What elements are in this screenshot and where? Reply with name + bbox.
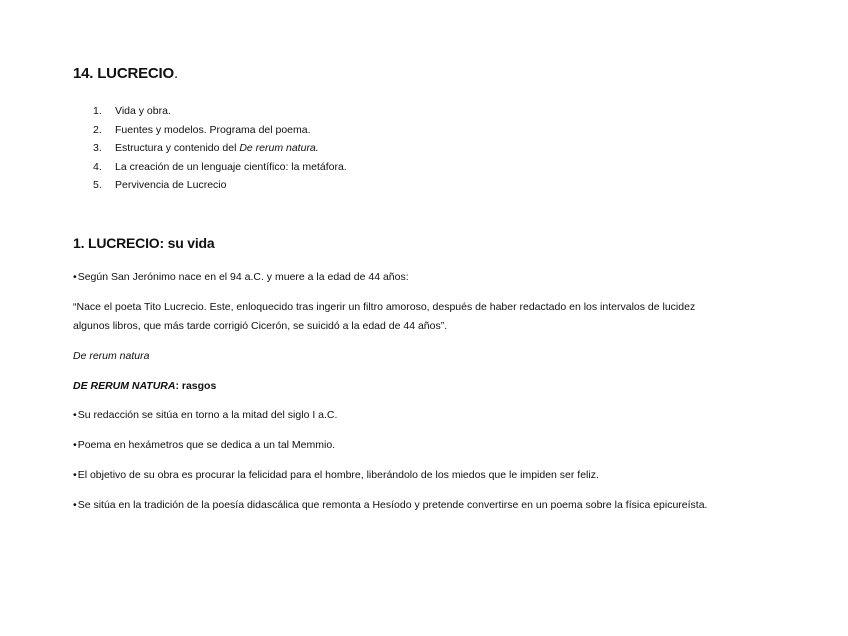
toc-item-number: 5. — [93, 179, 102, 191]
bullet-text: Su redacción se sitúa en torno a la mitad del siglo I a.C. — [77, 409, 338, 421]
bullet-paragraph — [73, 406, 337, 425]
subheading-rasgos-rest: : rasgos — [175, 380, 217, 392]
bullet-paragraph — [73, 436, 335, 455]
bullet-mark: • — [73, 409, 77, 421]
subheading-rasgos-italic: DE RERUM NATURA — [73, 380, 176, 392]
work-title: De rerum natura — [73, 350, 150, 362]
bullet-paragraph — [73, 466, 599, 485]
toc-item-number: 3. — [93, 142, 102, 154]
paragraph-birth-text: Según San Jerónimo nace en el 94 a.C. y muere a la edad de 44 años: — [77, 271, 409, 283]
toc-item — [93, 139, 347, 158]
toc-item-number: 1. — [93, 105, 102, 117]
paragraph-birth — [73, 268, 409, 287]
toc-item-label: Vida y obra. — [115, 105, 171, 117]
toc-item-number: 4. — [93, 160, 102, 173]
toc-item-label: Pervivencia de Lucrecio — [115, 179, 227, 191]
toc-item — [93, 102, 347, 121]
bullet-text: Poema en hexámetros que se dedica a un tal Memmio. — [77, 439, 336, 451]
toc-item-number: 2. — [93, 123, 102, 136]
bullet-mark: • — [73, 469, 77, 481]
section-heading: 1. LUCRECIO: su vida — [73, 235, 215, 251]
bullet-paragraph — [73, 496, 707, 515]
toc-item-label: La creación de un lenguaje científico: la metáfora. — [115, 160, 347, 173]
toc-item — [93, 158, 347, 177]
table-of-contents — [93, 102, 347, 195]
toc-item — [93, 121, 347, 140]
quote-line-2: algunos libros, que más tarde corrigió Cicerón, se suicidó a la edad de 44 años”. — [73, 320, 448, 332]
bullet-text: Se sitúa en la tradición de la poesía didascálica que remonta a Hesíodo y pretende convertirse en un poema sobre la física epicureísta. — [77, 499, 708, 511]
toc-item — [93, 176, 347, 195]
bullet-text: El objetivo de su obra es procurar la felicidad para el hombre, liberándolo de los miedos que le impiden ser feliz. — [77, 469, 599, 481]
bullet-mark: • — [73, 439, 77, 451]
bullet-mark: • — [73, 499, 77, 511]
page-title-period: . — [173, 65, 178, 82]
quote-line-1: “Nace el poeta Tito Lucrecio. Este, enloquecido tras ingerir un filtro amoroso, después de haber redactado en los intervalos de lucidez — [73, 301, 696, 313]
toc-item-label-italic: De rerum natura. — [239, 142, 319, 154]
subheading-rasgos — [73, 377, 216, 396]
page-title-text: 14. LUCRECIO — [73, 65, 174, 82]
page-title — [73, 65, 178, 82]
bullet-mark: • — [73, 271, 77, 283]
toc-item-label: Estructura y contenido del — [115, 142, 240, 154]
toc-item-label: Fuentes y modelos. Programa del poema. — [115, 123, 311, 136]
